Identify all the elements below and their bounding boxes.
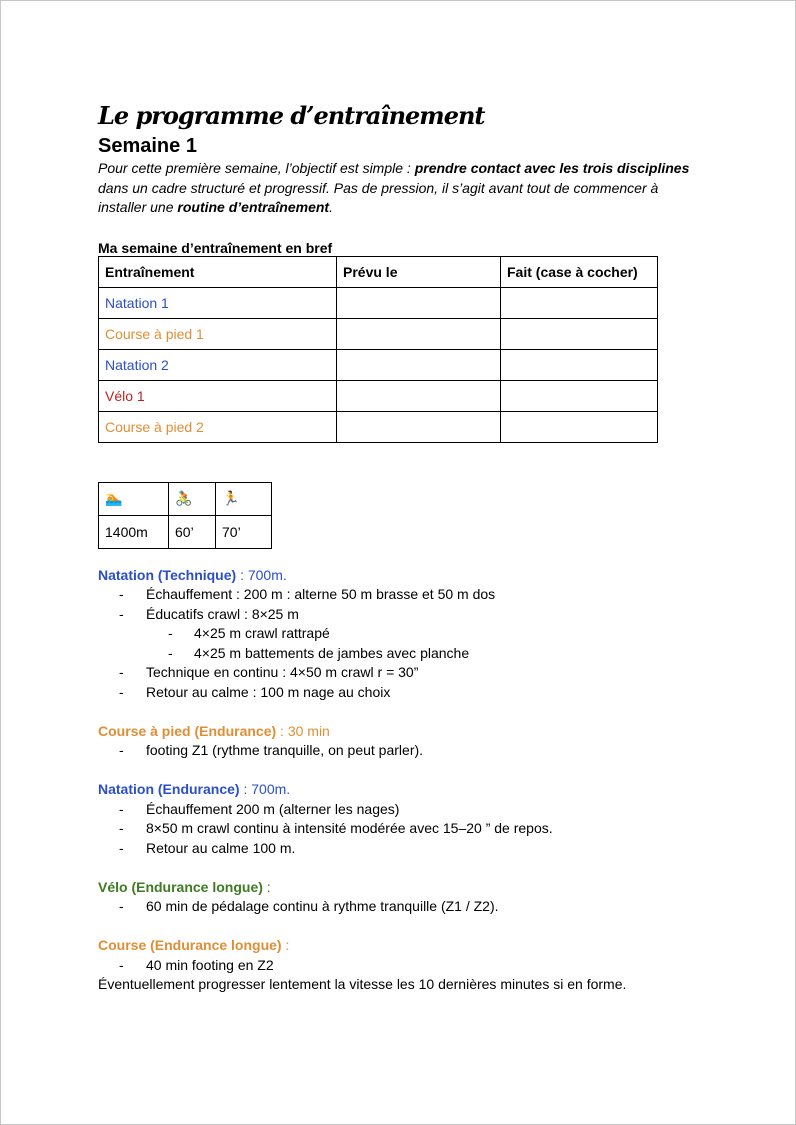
table-row [99, 380, 658, 411]
list-item: - Technique en continu : 4×50 m crawl r = 30” [98, 663, 698, 683]
done-checkbox-cell[interactable] [501, 349, 658, 380]
session-heading: Vélo (Endurance longue) [98, 878, 263, 895]
table-row [99, 318, 658, 349]
planned-cell[interactable] [337, 411, 501, 442]
list-item: - Éducatifs crawl : 8×25 m [98, 605, 698, 625]
session-steps [98, 956, 698, 976]
volume-summary-table [98, 482, 272, 549]
swim-volume: 1400m [99, 515, 169, 548]
intro-emphasis: routine d’entraînement [177, 199, 330, 215]
list-item: - Retour au calme : 100 m nage au choix [98, 683, 698, 703]
training-label: Course à pied 2 [99, 411, 337, 442]
session-note: Éventuellement progresser lentement la vitesse les 10 dernières minutes si en forme. [98, 976, 627, 992]
list-item: - 4×25 m crawl rattrapé [98, 624, 698, 644]
planned-cell[interactable] [337, 349, 501, 380]
weekly-brief-table [98, 256, 658, 443]
planned-cell[interactable] [337, 380, 501, 411]
table-row [99, 411, 658, 442]
list-item: - 8×50 m crawl continu à intensité modérée avec 15–20 ” de repos. [98, 819, 698, 839]
header-training: Entraînement [99, 256, 337, 287]
cyclist-icon: 🚴 [175, 490, 193, 506]
intro-emphasis: prendre contact avec les trois disciplines [414, 160, 690, 176]
done-checkbox-cell[interactable] [501, 380, 658, 411]
session-swim-endurance [98, 780, 698, 858]
run-volume: 70’ [216, 515, 272, 548]
table-row [99, 349, 658, 380]
session-run-long [98, 936, 698, 995]
session-volume: : [281, 937, 290, 953]
training-label: Natation 1 [99, 287, 337, 318]
training-label: Vélo 1 [99, 380, 337, 411]
summary-value-row [99, 515, 272, 548]
planned-cell[interactable] [337, 318, 501, 349]
session-volume: : 700m. [236, 566, 287, 583]
session-bike-long [98, 878, 698, 917]
done-checkbox-cell[interactable] [501, 411, 658, 442]
session-volume: : [262, 878, 271, 895]
training-label: Course à pied 1 [99, 318, 337, 349]
session-volume: : 700m. [239, 781, 291, 797]
intro-text: Pour cette première semaine, l’objectif est simple : [98, 160, 415, 176]
list-item: - 40 min footing en Z2 [98, 956, 698, 976]
swimmer-icon: 🏊 [105, 490, 123, 506]
session-heading: Course à pied (Endurance) [98, 722, 277, 739]
session-run-endurance [98, 722, 698, 761]
intro-paragraph [98, 159, 698, 218]
session-steps [98, 800, 698, 859]
session-volume: : 30 min [276, 722, 330, 739]
session-heading: Natation (Endurance) [98, 781, 240, 797]
intro-text: . [329, 199, 333, 215]
done-checkbox-cell[interactable] [501, 318, 658, 349]
training-label: Natation 2 [99, 349, 337, 380]
session-heading: Natation (Technique) [98, 566, 237, 583]
list-item: - Retour au calme 100 m. [98, 839, 698, 859]
session-steps [98, 897, 698, 917]
table-header-row [99, 256, 658, 287]
done-checkbox-cell[interactable] [501, 287, 658, 318]
planned-cell[interactable] [337, 287, 501, 318]
header-done: Fait (case à cocher) [501, 256, 658, 287]
session-heading: Course (Endurance longue) [98, 937, 282, 953]
runner-icon: 🏃 [222, 490, 240, 506]
week-subtitle: Semaine 1 [98, 135, 197, 157]
list-item: - 4×25 m battements de jambes avec planche [98, 644, 698, 664]
list-item: - Échauffement : 200 m : alterne 50 m brasse et 50 m dos [98, 585, 698, 605]
table-row [99, 287, 658, 318]
list-item: - Échauffement 200 m (alterner les nages) [98, 800, 698, 820]
list-item: - footing Z1 (rythme tranquille, on peut parler). [98, 741, 698, 761]
document-content [98, 99, 698, 995]
bike-volume: 60’ [169, 515, 216, 548]
header-planned: Prévu le [337, 256, 501, 287]
session-swim-technique [98, 566, 698, 703]
page-title: Le programme d’entraînement [98, 101, 485, 130]
summary-icon-row [99, 482, 272, 515]
session-steps [98, 585, 698, 702]
list-item: - 60 min de pédalage continu à rythme tranquille (Z1 / Z2). [98, 897, 698, 917]
brief-table-caption: Ma semaine d’entraînement en bref [98, 239, 333, 256]
intro-text: dans un cadre structuré et progressif. Pas de pression, il s’agit avant tout de commencer à installer une [98, 179, 659, 215]
session-steps [98, 741, 698, 761]
